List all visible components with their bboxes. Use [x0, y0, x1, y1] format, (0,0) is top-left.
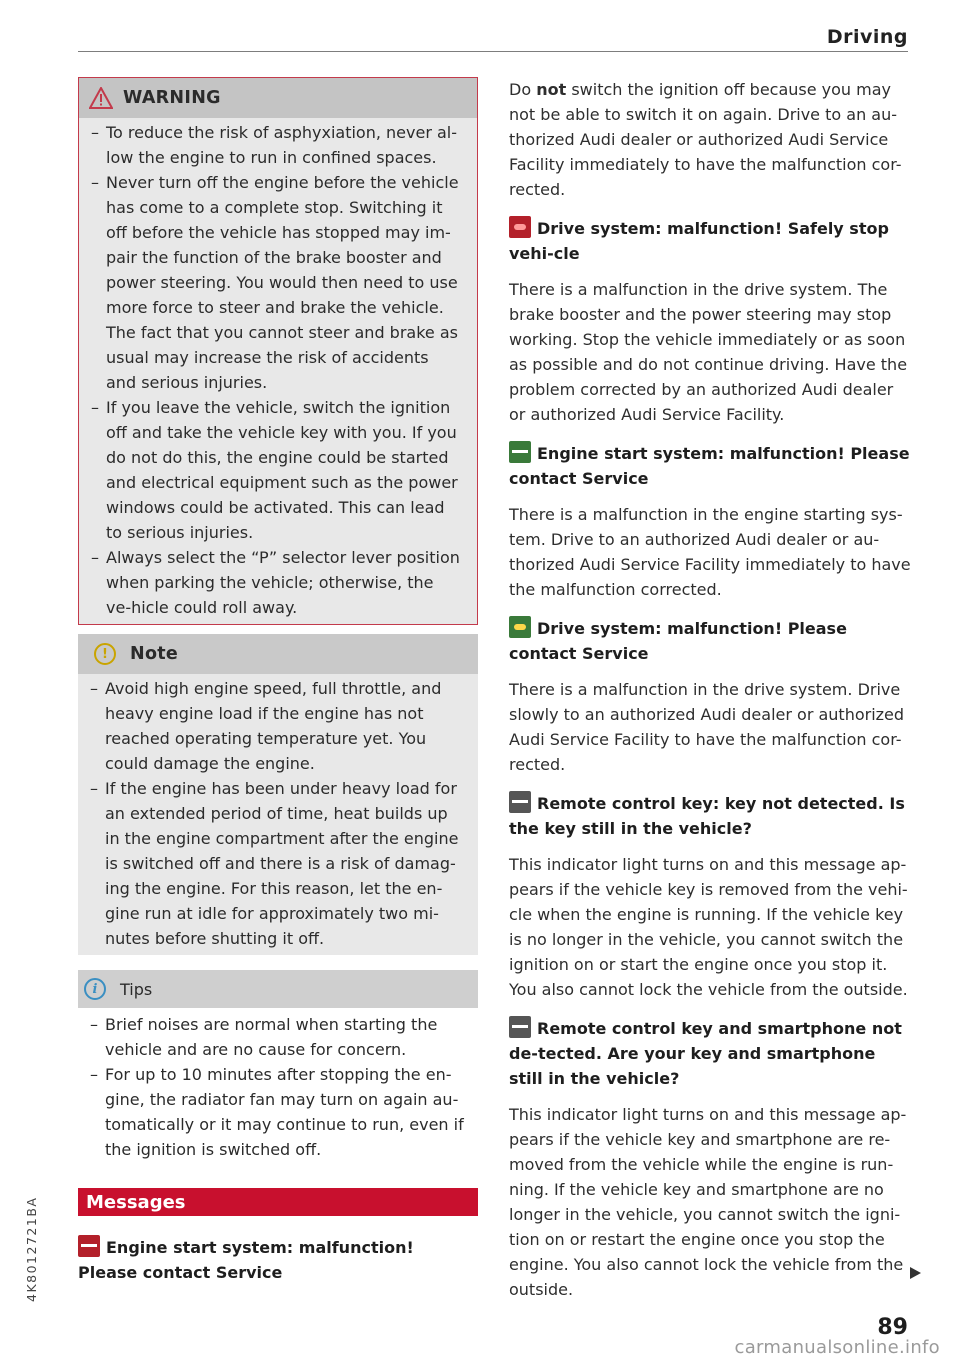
message-title	[509, 216, 911, 266]
key-indicator-icon	[509, 1016, 531, 1038]
exclamation-circle-icon: !	[94, 643, 116, 665]
drive-system-indicator-icon	[509, 216, 531, 238]
intro-paragraph	[509, 77, 911, 202]
warning-header	[79, 78, 477, 118]
right-column	[509, 77, 911, 1302]
message-title-text: Remote control key and smartphone not de-tected. Are your key and smartphone still in the vehicle?	[509, 1019, 902, 1088]
message-title	[509, 791, 911, 841]
message-title	[509, 441, 911, 491]
key-indicator-icon	[509, 791, 531, 813]
header-rule	[78, 51, 908, 52]
message-body: There is a malfunction in the drive system. The brake booster and the power steering may stop working. Stop the vehicle immediately or as soon as possible and do not continue driving. Have the problem corrected by an authorized Audi dealer or authorized Audi Service Facility.	[509, 280, 908, 424]
message-title-text: Engine start system: malfunction! Please contact Service	[509, 444, 910, 488]
engine-start-indicator-icon	[78, 1235, 100, 1257]
message-title-text: Remote control key: key not detected. Is the key still in the vehicle?	[509, 794, 905, 838]
section-title: Driving	[826, 26, 908, 48]
page-number: 89	[877, 1315, 908, 1340]
info-circle-icon: i	[84, 978, 106, 1000]
tips-title: Tips	[120, 979, 153, 999]
warning-body	[79, 118, 477, 624]
warning-item: – If you leave the vehicle, switch the ignition off and take the vehicle key with you. If you do not do this, the engine could be started and electrical equipment such as the power windows could be activated. This can lead to serious injuries.	[91, 395, 463, 545]
warning-item: – To reduce the risk of asphyxiation, never al-low the engine to run in confined spaces.	[91, 120, 463, 170]
note-item: – If the engine has been under heavy load for an extended period of time, heat builds up in the engine compartment after the engine is switched off and there is a risk of damag-ing the engine. For this reason, let the en-gine run at idle for approximately two mi-nutes before shutting it off.	[90, 776, 464, 951]
tips-list	[78, 1008, 478, 1162]
intro-emphasis: not	[536, 80, 567, 99]
warning-item: – Never turn off the engine before the vehicle has come to a complete stop. Switching it off before the vehicle has stopped may im-pair the function of the brake booster and power steering. You would then need to use more force to steer and brake the vehicle. The fact that you cannot steer and brake as usual may increase the risk of accidents and serious injuries.	[91, 170, 463, 395]
note-title: Note	[130, 644, 179, 664]
tips-item: – For up to 10 minutes after stopping the en-gine, the radiator fan may turn on again au-tomatically or it may continue to run, even if the ignition is switched off.	[90, 1062, 464, 1162]
left-column	[78, 77, 478, 1285]
message-title	[509, 1016, 911, 1091]
continue-arrow-icon	[910, 1267, 921, 1279]
messages-heading: Messages	[78, 1188, 478, 1216]
warning-box	[78, 77, 478, 625]
document-code: 4K8012721BA	[24, 1196, 39, 1302]
message-body: There is a malfunction in the engine starting sys-tem. Drive to an authorized Audi dealer or au-thorized Audi Service Facility immediately to have the malfunction corrected.	[509, 505, 911, 599]
warning-triangle-icon	[89, 87, 113, 109]
message-body: This indicator light turns on and this message ap-pears if the vehicle key is removed from the vehi-cle when the engine is running. If the vehicle key is no longer in the vehicle, you cannot switch the ignition on or start the engine once you stop it. You also cannot lock the vehicle from the outside.	[509, 855, 908, 999]
note-header	[78, 634, 478, 674]
note-body	[78, 674, 478, 955]
warning-item: – Always select the “P” selector lever position when parking the vehicle; otherwise, the ve-hicle could roll away.	[91, 545, 463, 620]
message-title	[509, 616, 911, 666]
intro-text: switch the ignition off because you may not be able to switch it on again. Drive to an au-thorized Audi dealer or authorized Audi Service Facility immediately to have the malfunction cor-rected.	[509, 80, 902, 199]
message-body: There is a malfunction in the drive system. Drive slowly to an authorized Audi dealer or authorized Audi Service Facility to have the malfunction cor-rected.	[509, 680, 905, 774]
watermark: carmanualsonline.info	[734, 1337, 940, 1358]
note-item: – Avoid high engine speed, full throttle, and heavy engine load if the engine has not reached operating temperature yet. You could damage the engine.	[90, 676, 464, 776]
intro-lead: Do	[509, 80, 532, 99]
message-title-text: Drive system: malfunction! Safely stop vehi-cle	[509, 219, 889, 263]
note-box	[78, 634, 478, 955]
message-title-text: Drive system: malfunction! Please contact Service	[509, 619, 847, 663]
tips-item: – Brief noises are normal when starting the vehicle and are no cause for concern.	[90, 1012, 464, 1062]
tips-block	[78, 970, 478, 1162]
message-title-text: Engine start system: malfunction! Please contact Service	[78, 1238, 414, 1282]
message-body: This indicator light turns on and this message ap-pears if the vehicle key and smartphone are re-moved from the vehicle while the engine is run-ning. If the vehicle key and smartphone are no longer in the vehicle, you cannot switch the igni-tion on or restart the engine once you stop the engine. You also cannot lock the vehicle from the outside.	[509, 1105, 907, 1299]
drive-system-indicator-icon	[509, 616, 531, 638]
warning-title: WARNING	[123, 88, 221, 108]
message-title	[78, 1235, 478, 1285]
engine-start-indicator-icon	[509, 441, 531, 463]
tips-header	[78, 970, 478, 1008]
